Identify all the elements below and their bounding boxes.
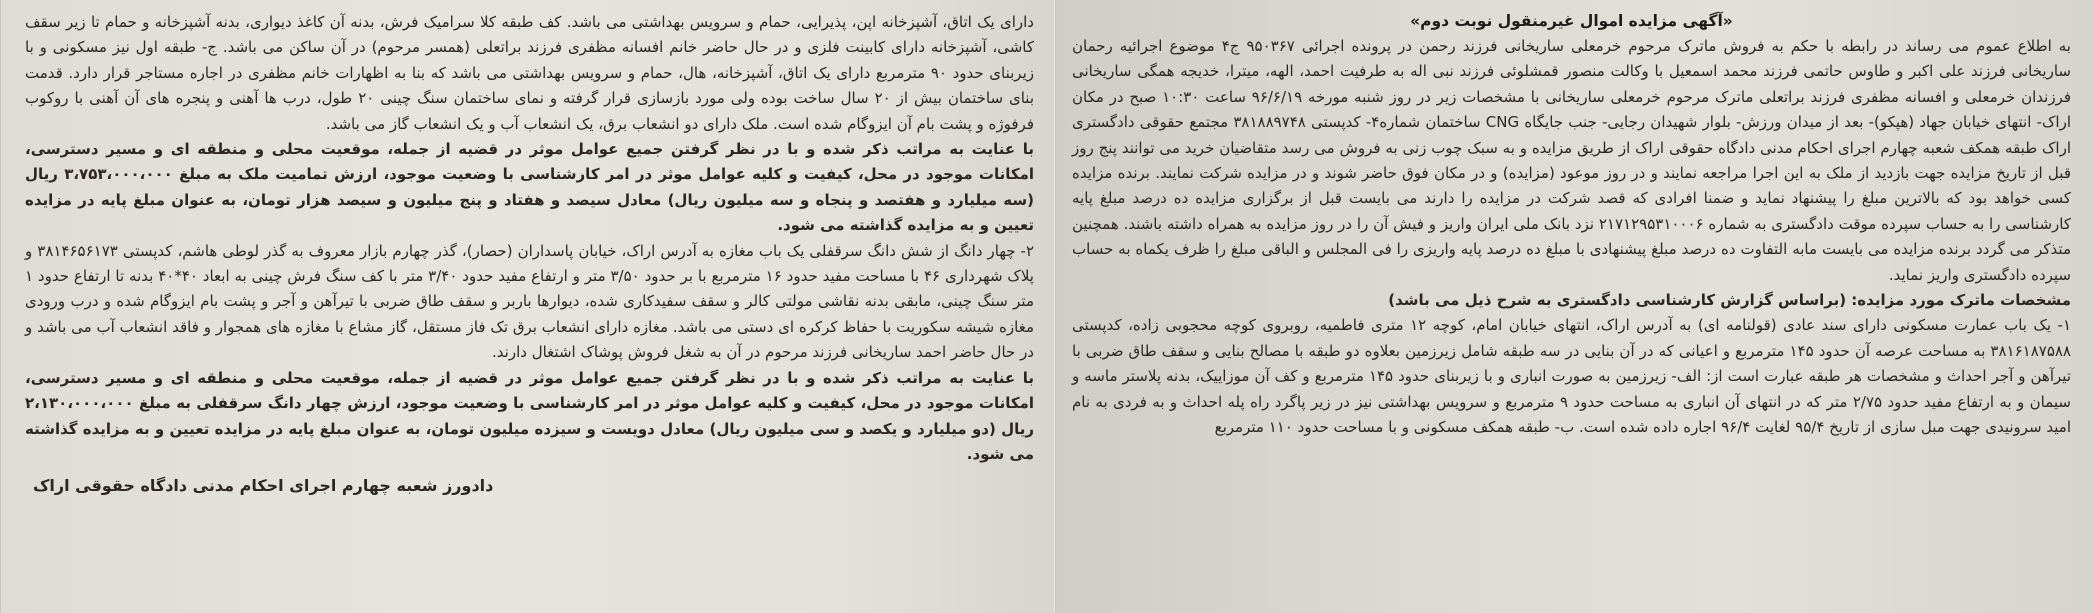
property-1-valuation-paragraph: با عنایت به مراتب ذکر شده و با در نظر گرفتن جمیع عوامل موثر در قضیه از جمله، موقعیت محلی و منطقه ای و مسیر دسترسی، امکانات موجود در محل، کیفیت و کلیه عوامل موثر در امر کارشناسی با وضعیت موجود، ارزش تمامیت ملک به مبلغ ۳،۷۵۳،۰۰۰،۰۰۰ ریال (سه میلیارد و هفتصد و پنجاه و سه میلیون ریال) معادل سیصد و هفتاد و پنج میلیون و سیصد هزار تومان، به عنوان مبلغ پایه در مزایده تعیین و به مزایده گذاشته می شود. [25,140,1034,235]
property-1-paragraph: ۱- یک باب عمارت مسکونی دارای سند عادی (قولنامه ای) به آدرس اراک، انتهای خیابان امام، کوچه ۱۲ متری فاطمیه، روبروی کوچه محجوبی زاده، کدپستی ۳۸۱۶۱۸۷۵۸۸ به مساحت عرصه آن حدود ۱۴۵ مترمربع و اعیانی که در آن بنایی در سه طبقه شامل زیرزمین بعلاوه دو طبقه با مصالح بنایی و سقف طاق ضربی با تیرآهن و آجر احداث و مشخصات هر طبقه عبارت است از: الف- زیرزمین به صورت انباری و با زیربنای حدود ۱۴۵ مترمربع و کف آن موزاییک، بدنه پلاستر ماسه و سیمان و به ارتفاع مفید حدود ۲/۷۵ متر که در انتهای آن انباری به مساحت حدود ۹ مترمربع و سرویس بهداشتی نیز در زیر پاگرد راه پله احداث و به فردی به نام امید سرونیدی جهت مبل سازی از تاریخ ۹۵/۴ لغایت ۹۶/۴ اجاره داده شده است. ب- طبقه همکف مسکونی و با مساحت حدود ۱۱۰ مترمربع [1072,316,2071,437]
notice-title: «آگهی مزایده اموال غیرمنقول نوبت دوم» [1410,12,1733,30]
property-2-valuation-paragraph: با عنایت به مراتب ذکر شده و با در نظر گرفتن جمیع عوامل موثر در قضیه از جمله، موقعیت محلی و منطقه ای و مسیر دسترسی، امکانات موجود در محل، کیفیت و کلیه عوامل موثر در امر کارشناسی با وضعیت موجود، ارزش چهار دانگ سرقفلی به مبلغ ۲،۱۳۰،۰۰۰،۰۰۰ ریال (دو میلیارد و یکصد و سی میلیون ریال) معادل دویست و سیزده میلیون تومان، به عنوان مبلغ پایه در مزایده تعیین و به مزایده گذاشته می شود. [25,368,1034,463]
property-1-continued-paragraph: دارای یک اتاق، آشپزخانه اپن، پذیرایی، حمام و سرویس بهداشتی می باشد. کف طبقه کلا سرامیک فرش، بدنه آن کاغذ دیواری، بدنه آشپزخانه و حمام تا زیر سقف کاشی، آشپزخانه دارای کابینت فلزی و در حال حاضر خانم افسانه مظفری فرزند براتعلی (همسر مرحوم) در آن ساکن می باشد. ج- طبقه اول نیز مسکونی و با زیربنای حدود ۹۰ مترمربع دارای یک اتاق، آشپزخانه، هال، حمام و سرویس بهداشتی می باشد که بنا به اظهارات خانم مظفری در اجاره مستاجر قرار دارد. قدمت بنای ساختمان بیش از ۲۰ سال ساخت بوده ولی مورد بازسازی قرار گرفته و نمای ساختمان سنگ چینی ۲۰ طول، درب ها آهنی و پنجره های آن آهنی با روکوب فرفوژه و پشت بام آن ایزوگام شده است. ملک دارای دو انشعاب برق، یک انشعاب آب و یک انشعاب گاز می باشد. [25,13,1035,133]
notice-right-column [1054,0,2093,613]
property-2-paragraph: ۲- چهار دانگ از شش دانگ سرقفلی یک باب مغازه به آدرس اراک، خیابان پاسداران (حصار)، گذر چهارم بازار معروف به گذر لوطی هاشم، کدپستی ۳۸۱۴۶۵۶۱۷۳ و پلاک شهرداری ۴۶ با مساحت مفید حدود ۱۶ مترمربع با بر حدود ۳/۵۰ متر و ارتفاع مفید حدود ۳/۴۰ متر با کف سنگ فرش چینی به ابعاد ۴۰*۴۰ بدنه تا ارتفاع حدود ۱ متر سنگ چینی، مابقی بدنه نقاشی مولتی کالر و سقف سفیدکاری شده، دیوارها باربر و سقف طاق ضربی با تیرآهن و آجر و پشت بام ایزوگام شده و درب ورودی مغازه شیشه سکوریت با حفاظ کرکره ای دستی می باشد. مغازه دارای انشعاب برق تک فاز مستقل، گاز مشاع با مغازه های همجوار و فاقد انشعاب آب می باشد و در حال حاضر احمد ساریخانی فرزند مرحوم در آن به شغل فروش پوشاک اشتغال دارند. [25,241,1035,362]
property-specs-heading: مشخصات ماترک مورد مزایده: (براساس گزارش کارشناسی دادگستری به شرح ذیل می باشد) [1388,291,2071,310]
intro-paragraph: به اطلاع عموم می رساند در رابطه با حکم به فروش ماترک مرحوم خرمعلی ساریخانی فرزند رحمن در پرونده اجرائی ۹۵۰۳۶۷ ج۴ موضوع اجرائیه رحمان ساریخانی فرزند علی اکبر و طاوس حاتمی فرزند محمد اسمعیل با وکالت منصور قمشلوئی فرزند نبی اله به طرفیت احمد، الهه، میترا، خدیجه همگی ساریخانی فرزندان خرمعلی و افسانه مظفری فرزند براتعلی ماترک مرحوم خرمعلی ساریخانی با مشخصات زیر در روز شنبه مورخه ۹۶/۶/۱۹ ساعت ۱۰:۳۰ صبح در مکان اراک- انتهای خیابان جهاد (هپکو)- بعد از میدان ورزش- بلوار شهیدان رجایی- جنب جایگاه CNG ساختمان شماره۴- کدپستی ۳۸۱۸۸۹۷۴۸ مجتمع حقوقی دادگستری اراک طبقه همکف شعبه چهارم اجرای احکام مدنی دادگاه حقوقی اراک از طریق مزایده و به سبک چوب زنی به فروش می رسد متقاضیان خرید می توانند پنج روز قبل از تاریخ مزایده جهت بازدید از ملک به این اجرا مراجعه نمایند و در روز موعود (مزایده) و در مکان فوق حاضر شوند و در مزایده شرکت نمایند. برنده مزایده کسی خواهد بود که بالاترین مبلغ را پیشنهاد نماید و ضمنا افرادی که قصد شرکت در مزایده را دارند می بایست قبل از برگزاری مزایده ده درصد مبلغ پایه کارشناسی را به حساب سپرده موقت دادگستری به شماره ۲۱۷۱۲۹۵۳۱۰۰۰۶ نزد بانک ملی ایران واریز و فیش آن را در روز مزایده به همراه داشته باشند. همچنین متذکر می گردد برنده مزایده می بایست مابه التفاوت ده درصد مبلغ پیشنهادی با مبلغ ده درصد پایه واریزی را فی المجلس و الباقی مبلغ را ظرف یکماه به حساب سپرده دادگستری واریز نماید. [1072,37,2072,284]
signature-line: دادورز شعبه چهارم اجرای احکام مدنی دادگاه حقوقی اراک [33,476,494,496]
